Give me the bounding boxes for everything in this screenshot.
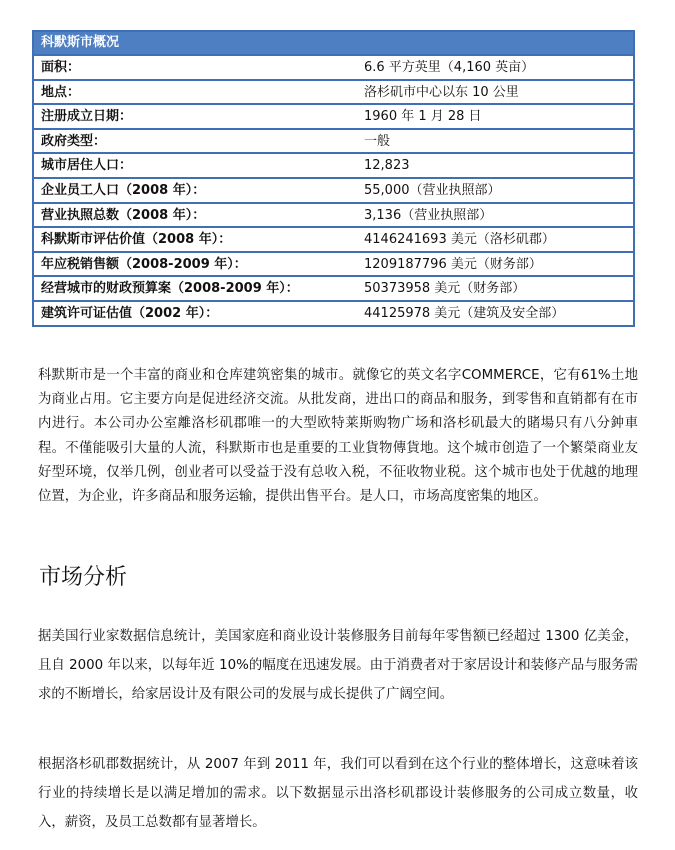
- row-value: 4146241693 美元（洛杉矶郡）: [364, 232, 555, 248]
- row-value: 1209187796 美元（财务部）: [364, 256, 542, 272]
- table-row: [34, 54, 633, 79]
- section-title: 市场分析: [39, 565, 128, 590]
- table-row: [34, 226, 633, 251]
- row-value: 1960 年 1 月 28 日: [364, 109, 482, 125]
- row-label: 经营城市的财政预算案（2008-2009 年）：: [41, 281, 299, 297]
- row-label: 地点：: [41, 84, 81, 100]
- row-value: 44125978 美元（建筑及安全部）: [364, 305, 565, 321]
- table-row: [34, 251, 633, 276]
- row-label: 年应税销售额（2008-2009 年）：: [41, 256, 247, 272]
- row-value: 洛杉矶市中心以东 10 公里: [364, 84, 519, 100]
- row-label: 注册成立日期：: [41, 109, 133, 125]
- row-label: 面积：: [41, 60, 81, 75]
- city-overview-table: [32, 30, 635, 327]
- row-value: 3,136（营业执照部）: [364, 207, 493, 223]
- row-label: 科默斯市评估价值（2008 年）：: [41, 232, 232, 248]
- market-paragraph-1: 据美国行业家数据信息统计，美国家庭和商业设计装修服务目前每年零售额已经超过 1300 亿美金，且自 2000 年以来，以每年近 10%的幅度在迅速发展。由于消费者对于家居设计和装修产品与服务需求的不断增长，给家居设计及有限公司的发展与成长提供了广阔空间。: [38, 629, 638, 702]
- table-row: [34, 103, 633, 128]
- table-row: [34, 300, 633, 325]
- market-paragraph-2: 根据洛杉矶郡数据统计，从 2007 年到 2011 年，我们可以看到在这个行业的整体增长，这意味着该行业的持续增长是以满足增加的需求。以下数据显示出洛杉矶郡设计装修服务的公司成立数量，收入，薪资，及员工总数都有显著增长。: [38, 757, 638, 830]
- row-value: 12,823: [364, 158, 410, 174]
- table-row: [34, 202, 633, 227]
- intro-paragraph: 科默斯市是一个丰富的商业和仓库建筑密集的城市。就像它的英文名字COMMERCE，它有61%土地为商业占用。它主要方向是促进经济交流。从批发商，进出口的商品和服务，到零售和直销都有在市内进行。本公司办公室離洛杉矶郡唯一的大型欧特莱斯购物广场和洛杉矶最大的賭場只有八分鈡車程。不僅能吸引大量的人流，科默斯市也是重要的工业貨物傳貨地。这个城市创造了一个繁榮商业友好型环境，仅举几例，创业者可以受益于没有总收入税，不征收物业税。这个城市也处于优越的地理位置，为企业，许多商品和服务运输，提供出售平台。是人口，市场高度密集的地区。: [38, 368, 638, 505]
- row-label: 城市居住人口：: [41, 158, 133, 174]
- table-row: [34, 152, 633, 177]
- row-label: 建筑许可证估值（2002 年）：: [41, 305, 219, 321]
- table-row: [34, 79, 633, 104]
- table-header: 科默斯市概况: [34, 32, 633, 54]
- row-label: 营业执照总数（2008 年）：: [41, 207, 206, 223]
- row-value: 一般: [364, 133, 391, 149]
- table-row: [34, 275, 633, 300]
- row-value: 6.6 平方英里（4,160 英亩）: [364, 60, 535, 75]
- row-value: 55,000（营业执照部）: [364, 182, 501, 198]
- table-row: [34, 177, 633, 202]
- row-value: 50373958 美元（财务部）: [364, 281, 526, 297]
- row-label: 政府类型：: [41, 133, 107, 149]
- table-row: [34, 128, 633, 153]
- row-label: 企业员工人口（2008 年）：: [41, 182, 206, 198]
